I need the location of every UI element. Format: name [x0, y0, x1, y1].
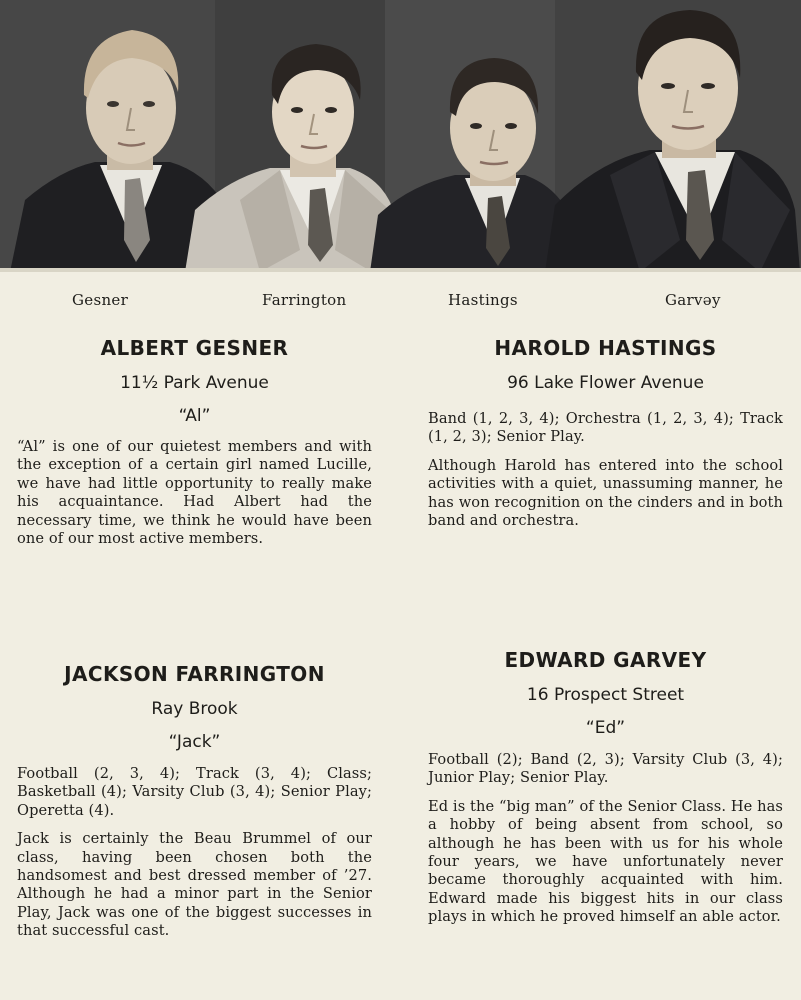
student-bio: Ed is the “big man” of the Senior Class. He has a hobby of being absent from school, so although he has been with us for his whole four years, we have unfortunately never became thoroughly acquainted with him. Edward made his biggest hits in our class plays in which he proved himself an able actor.	[428, 797, 784, 926]
entry-albert-gesner	[17, 336, 372, 548]
portraits-illustration	[0, 0, 801, 272]
student-bio: “Al” is one of our quietest members and with the exception of a certain girl named Lucille, we have had little opportunity to really make his acquaintance. Had Albert had the necessary time, we think he would have been one of our most active members.	[17, 438, 372, 548]
photo-caption-hastings: Hastings	[448, 291, 518, 309]
student-nickname: “Jack”	[168, 732, 221, 752]
student-name: JACKSON FARRINGTON	[64, 662, 325, 686]
student-address: 16 Prospect Street	[526, 685, 685, 705]
student-name: HAROLD HASTINGS	[494, 336, 717, 360]
entry-jackson-farrington	[17, 662, 372, 941]
student-address: 11½ Park Avenue	[120, 373, 269, 393]
student-activities: Band (1, 2, 3, 4); Orchestra (1, 2, 3, 4); Track (1, 2, 3); Senior Play.	[428, 410, 783, 446]
group-photograph	[0, 0, 801, 272]
student-bio: Although Harold has entered into the school activities with a quiet, unassuming manner, he has won recognition on the cinders and in both band and orchestra.	[428, 456, 783, 530]
student-address: Ray Brook	[151, 699, 238, 719]
entry-harold-hastings	[428, 336, 783, 530]
entry-edward-garvey	[428, 648, 783, 927]
student-bio: Jack is certainly the Beau Brummel of our class, having been chosen both the handsomest and best dressed member of ’27. Although he had a minor part in the Senior Play, Jack was one of the biggest successes in that successful cast.	[17, 830, 372, 940]
student-activities: Football (2, 3, 4); Track (3, 4); Class; Basketball (4); Varsity Club (3, 4); Senior Play; Operetta (4).	[17, 765, 372, 819]
student-nickname: “Al”	[178, 406, 211, 426]
student-nickname: “Ed”	[585, 718, 626, 738]
photo-caption-garvey: Garvəy	[665, 291, 721, 309]
student-activities: Football (2); Band (2, 3); Varsity Club (3, 4); Junior Play; Senior Play.	[428, 751, 783, 787]
student-name: EDWARD GARVEY	[504, 648, 707, 672]
photo-caption-farrington: Farrington	[262, 291, 347, 309]
student-name: ALBERT GESNER	[100, 336, 289, 360]
photo-caption-gesner: Gesner	[72, 291, 129, 309]
student-address: 96 Lake Flower Avenue	[507, 373, 704, 393]
